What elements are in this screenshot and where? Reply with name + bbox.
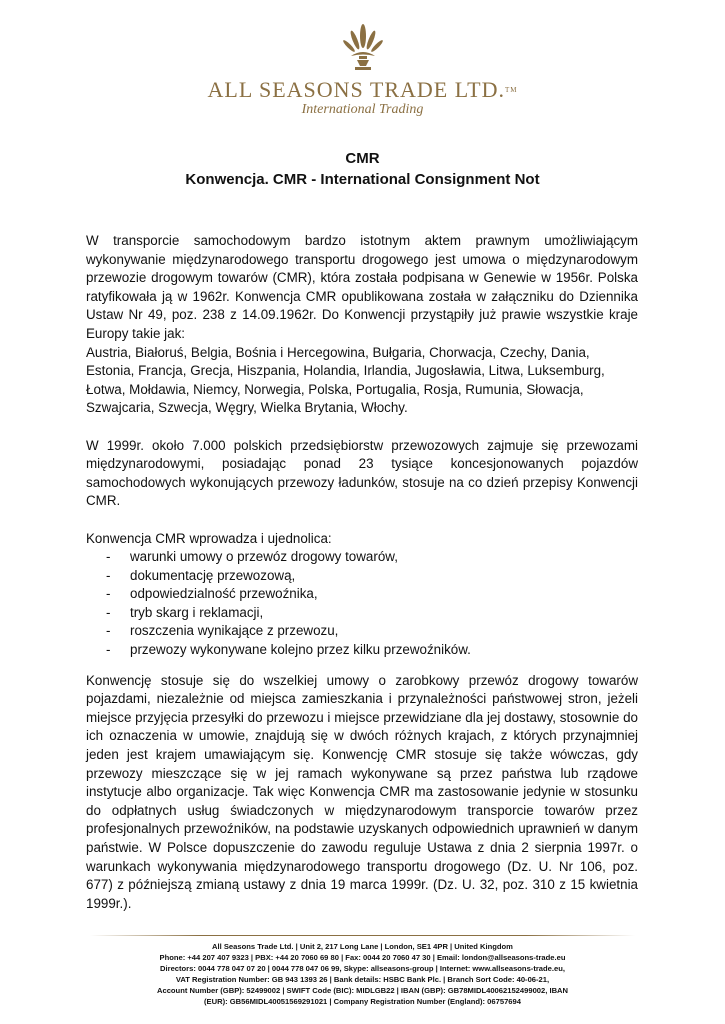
company-tagline: International Trading <box>301 102 424 117</box>
footer-line-iban: (EUR): GB56MIDL40051569291021 | Company Registration Number (England): 06757694 <box>204 997 521 1006</box>
document-body <box>86 232 638 913</box>
footer-line-account: Account Number (GBP): 52499002 | SWIFT Code (BIC): MIDLGB22 | IBAN (GBP): GB78MIDL40062152499002, IBAN <box>156 986 569 995</box>
paragraph-list-intro: Konwencja CMR wprowadza i ujednolica: <box>86 530 332 546</box>
list-item: - dokumentację przewozową, <box>86 567 638 586</box>
footer-line-contact: Phone: +44 207 407 9323 | PBX: +44 20 7060 69 80 | Fax: 0044 20 7060 47 30 | Email: london@allseasons-trade.eu <box>159 953 566 962</box>
footer-line-vat: VAT Registration Number: GB 943 1393 26 | Bank details: HSBC Bank Plc. | Branch Sort Code: 40-06-21, <box>175 975 550 984</box>
list-item: - odpowiedzialność przewoźnika, <box>86 585 638 604</box>
document-title: CMR <box>345 150 380 167</box>
list-item: - warunki umowy o przewóz drogowy towarów, <box>86 548 638 567</box>
footer-divider <box>90 935 635 936</box>
list-item: - przewozy wykonywane kolejno przez kilku przewoźników. <box>86 641 638 660</box>
company-name: ALL SEASONS TRADE LTD.™ <box>207 77 518 102</box>
company-logo <box>0 22 725 118</box>
list-item: - roszczenia wynikające z przewozu, <box>86 622 638 641</box>
footer-line-directors: Directors: 0044 778 047 07 20 | 0044 778 047 06 99, Skype: allseasons-group | Internet: www.allseasons-trade.eu, <box>160 964 565 973</box>
paragraph-intro: W transporcie samochodowym bardzo istotnym aktem prawnym umożliwiającym wykonywanie międzynarodowego transportu drogowego jest umowa o międzynarodowym przewozie drogowym towarów (CMR), która została podpisana w Genewie w 1956r. Polska ratyfikowała ją w 1962r. Konwencja CMR opublikowana została w załączniku do Dziennika Ustaw Nr 49, poz. 238 z 14.09.1962r. Do Konwencji przystąpiły już prawie wszystkie kraje Europy takie jak: <box>86 233 638 341</box>
paragraph-countries: Austria, Białoruś, Belgia, Bośnia i Hercegowina, Bułgaria, Chorwacja, Czechy, Dania, Estonia, Francja, Grecja, Hiszpania, Holandia, Irlandia, Jugosławia, Litwa, Luksemburg, Łotwa, Mołdawia, Niemcy, Norwegia, Polska, Portugalia, Rosja, Rumunia, Słowacja, Szwajcaria, Szwecja, Węgry, Wielka Brytania, Włochy. <box>86 344 605 416</box>
scope-list <box>86 548 638 660</box>
list-item: - tryb skarg i reklamacji, <box>86 604 638 623</box>
document-subtitle: Konwencja. CMR - International Consignment Not <box>185 171 540 188</box>
paragraph-stats: W 1999r. około 7.000 polskich przedsiębiorstw przewozowych zajmuje się przewozami międzynarodowymi, posiadając ponad 23 tysiące koncesjonowanych pojazdów samochodowych wykonujących przewozy ładunków, stosuje na co dzień przepisy Konwencji CMR. <box>86 437 638 509</box>
company-footer <box>60 941 665 1007</box>
footer-line-address: All Seasons Trade Ltd. | Unit 2, 217 Long Lane | London, SE1 4PR | United Kingdom <box>212 942 513 951</box>
palmette-icon <box>343 22 383 74</box>
paragraph-application: Konwencję stosuje się do wszelkiej umowy o zarobkowy przewóz drogowy towarów pojazdami, niezależnie od miejsca zamieszkania i przynależności państwowej stron, jeżeli miejsce przyjęcia przesyłki do przewozu i miejsce przewidziane dla jej dostawy, stosownie do ich oznaczenia w umowie, znajdują się w dwóch różnych krajach, z których przynajmniej jeden jest krajem umawiającym się. Konwencję CMR stosuje się także wówczas, gdy przewozy mieszczące się w jej ramach wykonywane są przez państwa lub rządowe instytucje albo organizacje. Tak więc Konwencja CMR ma zastosowanie jedynie w stosunku do odpłatnych usług świadczonych w międzynarodowym transporcie towarów przez profesjonalnych przewoźników, na podstawie uzyskanych odpowiednich uprawnień w danym państwie. W Polsce dopuszczenie do zawodu reguluje Ustawa z dnia 2 sierpnia 1997r. o warunkach wykonywania międzynarodowego transportu drogowego (Dz. U. Nr 106, poz. 677) z późniejszą zmianą ustawy z dnia 19 marca 1999r. (Dz. U. 32, poz. 310 z 15 kwietnia 1999r.). <box>86 672 638 911</box>
